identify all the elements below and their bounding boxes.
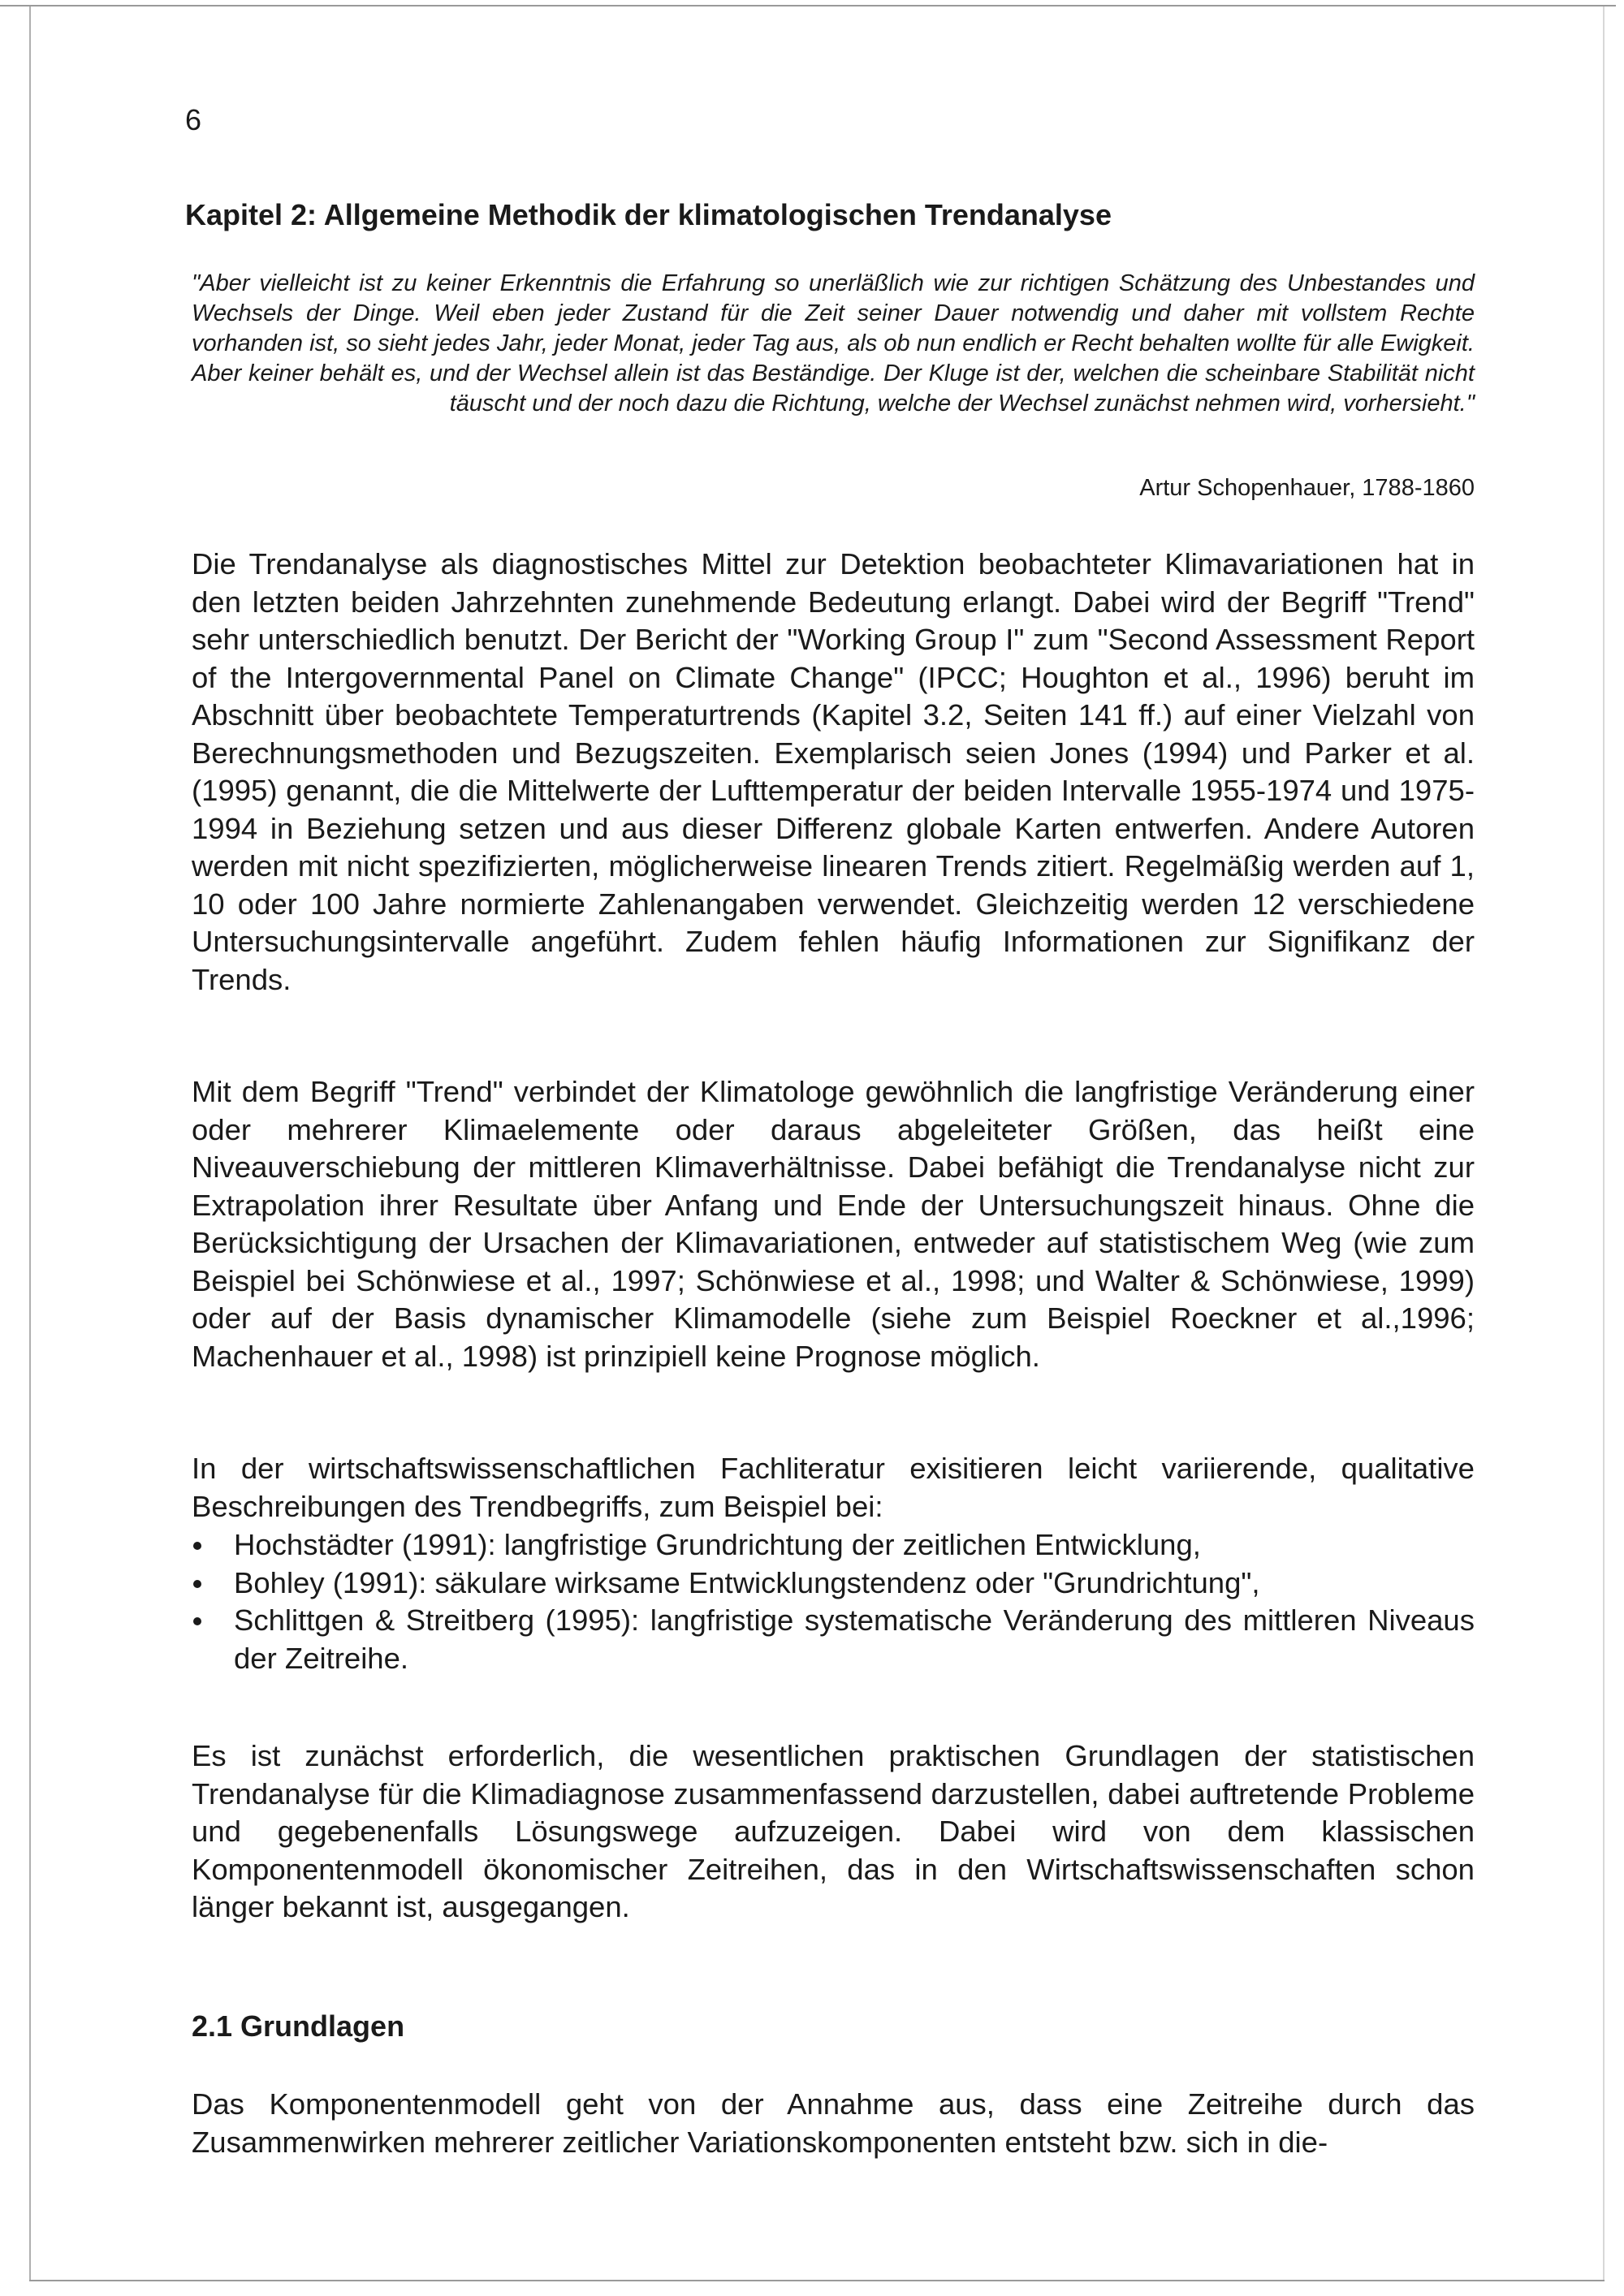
scan-edge-right: [1603, 6, 1605, 2280]
body-paragraph-2: Mit dem Begriff "Trend" verbindet der Klimatologe gewöhnlich die langfristige Veränderung einer oder mehrerer Klimaelemente oder daraus abgeleiteter Größen, das heißt eine Niveauverschiebung der mittleren Klimaverhältnisse. Dabei befähigt die Trendanalyse nicht zur Extrapolation ihrer Resultate über Anfang und Ende der Untersuchungszeit hinaus. Ohne die Berücksichtigung der Ursachen der Klimavariationen, entweder auf statistischem Weg (wie zum Beispiel bei Schönwiese et al., 1997; Schönwiese et al., 1998; und Walter & Schönwiese, 1999) oder auf der Basis dynamischer Klimamodelle (siehe zum Beispiel Roeckner et al.,1996; Machenhauer et al., 1998) ist prinzipiell keine Prognose möglich.: [192, 1075, 1475, 1373]
body-paragraph-4: Es ist zunächst erforderlich, die wesentlichen praktischen Grundlagen der statistischen Trendanalyse für die Klimadiagnose zusammenfassend darzustellen, dabei auftretende Probleme und gegebenenfalls Lösungswege aufzuzeigen. Dabei wird von dem klassischen Komponentenmodell ökonomischer Zeitreihen, das in den Wirtschaftswissenschaften schon länger bekannt ist, ausgegangen.: [192, 1739, 1475, 1923]
page-number: 6: [185, 103, 202, 136]
list-item: [192, 1526, 1475, 1564]
scan-edge-top: [0, 5, 1616, 6]
list-item: [192, 1564, 1475, 1603]
list-item: [192, 1602, 1475, 1677]
bullet-icon: [193, 1542, 201, 1550]
section-heading: 2.1 Grundlagen: [192, 2009, 405, 2043]
body-paragraph-5: Das Komponentenmodell geht von der Annahme aus, dass eine Zeitreihe durch das Zusammenwirken mehrerer zeitlicher Variationskomponenten entsteht bzw. sich in die-: [192, 2087, 1475, 2159]
body-paragraph-1: Die Trendanalyse als diagnostisches Mittel zur Detektion beobachteter Klimavariationen hat in den letzten beiden Jahrzehnten zunehmende Bedeutung erlangt. Dabei wird der Begriff "Trend" sehr unterschiedlich benutzt. Der Bericht der "Working Group I" zum "Second Assessment Report of the Intergovernmental Panel on Climate Change" (IPCC; Houghton et al., 1996) beruht im Abschnitt über beobachtete Temperaturtrends (Kapitel 3.2, Seiten 141 ff.) auf einer Vielzahl von Berechnungsmethoden und Bezugszeiten. Exemplarisch seien Jones (1994) und Parker et al. (1995) genannt, die die Mittelwerte der Lufttemperatur der beiden Intervalle 1955-1974 und 1975-1994 in Beziehung setzen und aus dieser Differenz globale Karten entwerfen. Andere Autoren werden mit nicht spezifizierten, möglicherweise linearen Trends zitiert. Regelmäßig werden auf 1, 10 oder 100 Jahre normierte Zahlenangaben verwendet. Gleichzeitig werden 12 verschiedene Untersuchungsintervalle angeführt. Zudem fehlen häufig Informationen zur Signifikanz der Trends.: [192, 547, 1475, 996]
body-paragraph-3: In der wirtschaftswissenschaftlichen Fachliteratur exisitieren leicht variierende, qualitative Beschreibungen des Trendbegriffs, zum Beispiel bei:: [192, 1452, 1475, 1523]
scan-edge-bottom: [29, 2280, 1605, 2281]
list-item-text: Schlittgen & Streitberg (1995): langfristige systematische Veränderung des mittleren Niveaus der Zeitreihe.: [234, 1603, 1475, 1675]
motto-attribution: Artur Schopenhauer, 1788-1860: [1139, 475, 1475, 501]
bullet-icon: [193, 1617, 201, 1625]
chapter-title: Kapitel 2: Allgemeine Methodik der klimatologischen Trendanalyse: [185, 198, 1112, 231]
list-item-text: Bohley (1991): säkulare wirksame Entwicklungstendenz oder "Grundrichtung",: [234, 1565, 1260, 1599]
motto-quote: "Aber vielleicht ist zu keiner Erkenntnis die Erfahrung so unerläßlich wie zur richtigen Schätzung des Unbestandes und Wechsels der Dinge. Weil eben jeder Zustand für die Zeit seiner Dauer notwendig und daher mit vollstem Rechte vorhanden ist, so sieht jedes Jahr, jeder Monat, jeder Tag aus, als ob nun endlich er Recht behalten wollte für alle Ewigkeit. Aber keiner behält es, und der Wechsel allein ist das Beständige. Der Kluge ist der, welchen die scheinbare Stabilität nicht täuscht und der noch dazu die Richtung, welche der Wechsel zunächst nehmen wird, vorhersieht.": [192, 270, 1475, 416]
bullet-icon: [193, 1580, 201, 1588]
list-item-text: Hochstädter (1991): langfristige Grundrichtung der zeitlichen Entwicklung,: [234, 1528, 1201, 1561]
scan-edge-left: [29, 6, 31, 2280]
trend-definition-list: [192, 1526, 1475, 1677]
